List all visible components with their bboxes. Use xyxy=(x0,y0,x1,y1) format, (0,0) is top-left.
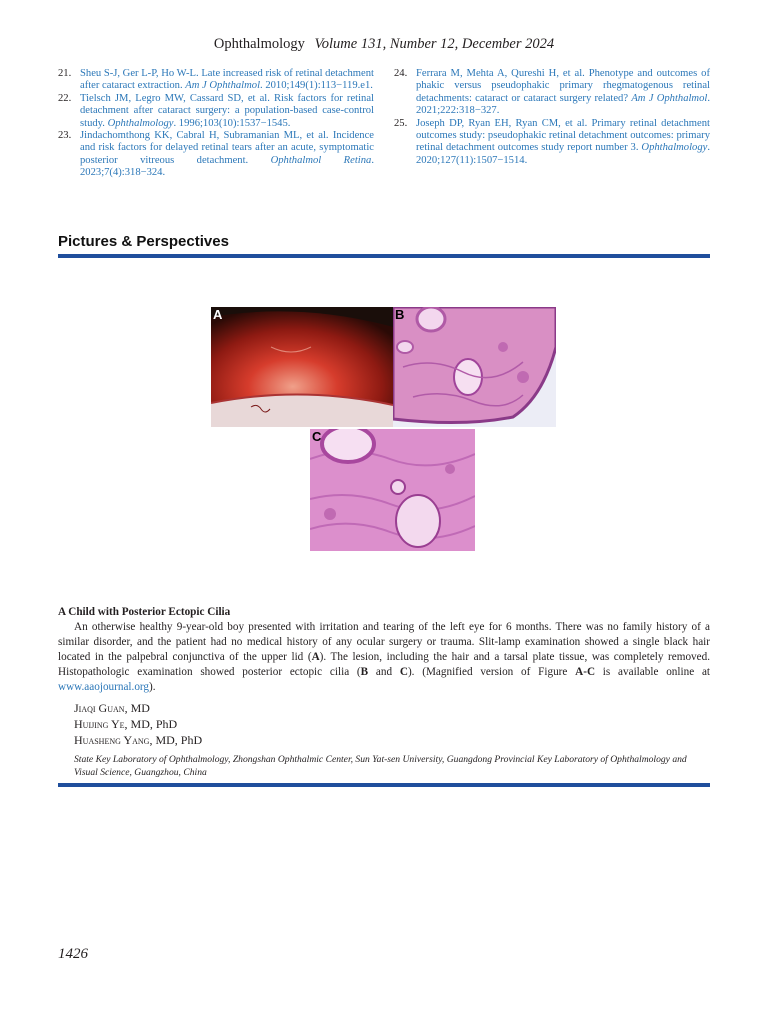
reference-item[interactable]: 25. Joseph DP, Ryan EH, Ryan CM, et al. Primary retinal detachment outcomes study: pseudophakic retinal detachment outcomes: primary retinal detachment outcomes study report number 3. Ophthalmology. 2020;127(11):1507−1514. xyxy=(394,117,710,166)
references-left-column xyxy=(58,68,374,180)
author: Huasheng Yang, MD, PhD xyxy=(74,733,203,747)
reference-item[interactable]: 23. Jindachomthong KK, Cabral H, Subramanian ML, et al. Incidence and risk factors for delayed retinal tears after an acute, symptomatic posterior vitreous detachment. Ophthalmol Retina. 2023;7(4):318−324. xyxy=(58,130,374,179)
panel-label-b: B xyxy=(395,307,405,322)
panel-label-a: A xyxy=(213,307,223,322)
author-list xyxy=(74,700,202,748)
author: Huijing Ye, MD, PhD xyxy=(74,717,178,731)
case-description: An otherwise healthy 9-year-old boy presented with irritation and tearing of the left eye for 6 months. There was no family history of a similar disorder, and the patient had no medical history of any ocular surgery or trauma. Slit-lamp examination showed a single black hair located in the palpebral conjunctiva of the upper lid (A). The lesion, including the hair and a tarsal plate tissue, was completely removed. Histopathologic examination showed posterior ectopic cilia (B and C). (Magnified version of Figure A-C is available online at www.aaojournal.org). xyxy=(58,621,711,693)
running-header xyxy=(0,36,768,53)
page-number: 1426 xyxy=(58,946,88,962)
figure-panel-c xyxy=(310,429,475,551)
reference-item[interactable]: 22. Tielsch JM, Legro MW, Cassard SD, et al. Risk factors for retinal detachment after cataract surgery: a population-based case-control study. Ophthalmology. 1996;103(10):1537−1545. xyxy=(58,92,374,129)
volume-info: Volume 131, Number 12, December 2024 xyxy=(314,36,555,52)
author: Jiaqi Guan, MD xyxy=(74,701,150,715)
histology-image-c xyxy=(310,429,475,551)
case-title: A Child with Posterior Ectopic Cilia xyxy=(58,606,231,618)
references-right-column xyxy=(394,68,710,167)
section-divider-top xyxy=(58,254,710,258)
panel-label-c: C xyxy=(312,429,322,444)
journal-name: Ophthalmology xyxy=(213,36,305,52)
affiliation: State Key Laboratory of Ophthalmology, Zhongshan Ophthalmic Center, Sun Yat-sen University, Guangdong Provincial Key Laboratory of Ophthalmology and Visual Science, Guangzhou, China xyxy=(74,754,687,778)
slit-lamp-photo xyxy=(211,307,393,427)
histology-image-b xyxy=(393,307,556,427)
figure-panel-a xyxy=(211,307,393,427)
reference-item[interactable]: 24. Ferrara M, Mehta A, Qureshi H, et al. Phenotype and outcomes of phakic versus pseudophakic primary rhegmatogenous retinal detachments: cataract or cataract surgery related? Am J Ophthalmol. 2021;222:318−327. xyxy=(394,68,710,117)
journal-link[interactable]: www.aaojournal.org xyxy=(58,681,150,693)
reference-item[interactable]: 21. Sheu S-J, Ger L-P, Ho W-L. Late increased risk of retinal detachment after cataract extraction. Am J Ophthalmol. 2010;149(1):113−119.e1. xyxy=(58,68,374,92)
figure-panel-b xyxy=(393,307,556,427)
section-title: Pictures & Perspectives xyxy=(58,233,229,250)
section-divider-bottom xyxy=(58,783,710,787)
